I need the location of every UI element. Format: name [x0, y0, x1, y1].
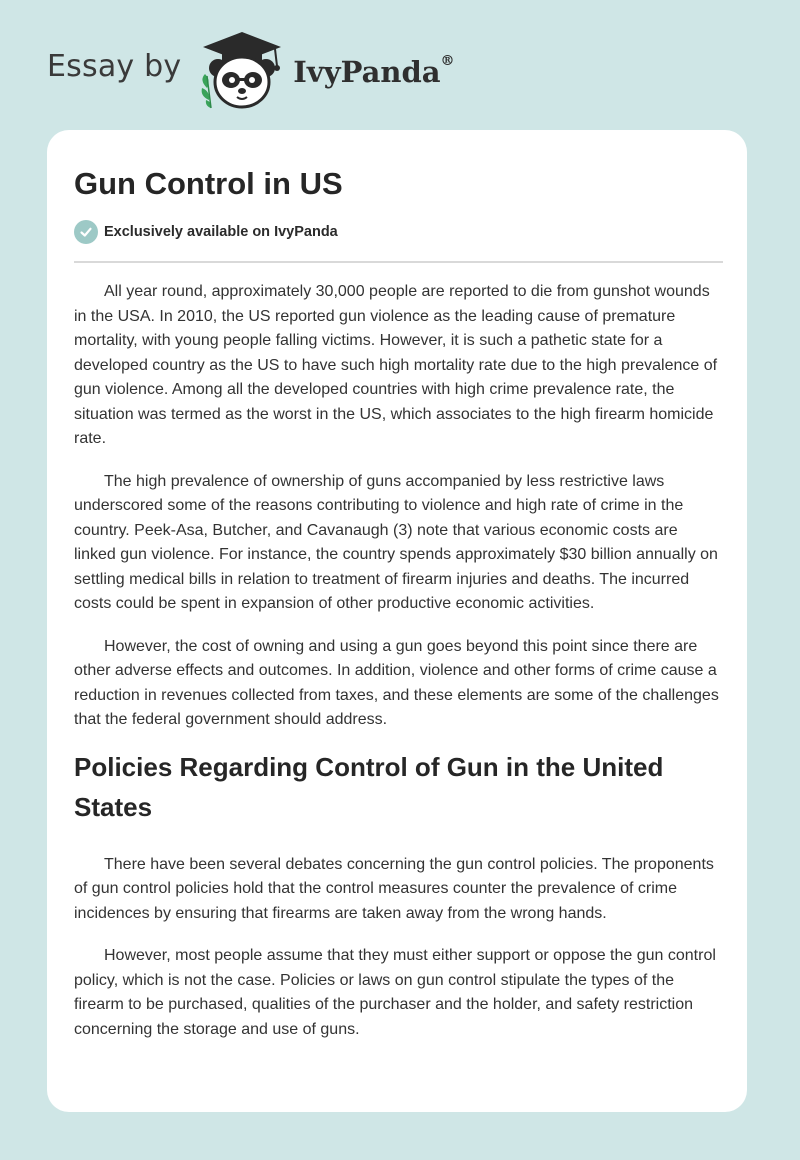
exclusive-label: Exclusively available on IvyPanda	[104, 224, 338, 240]
paragraph: The high prevalence of ownership of guns accompanied by less restrictive laws underscored some of the reasons contributing to violence and high rate of crime in the country. Peek-Asa, Butcher, and Cavanaugh (3) note that various economic costs are linked gun violence. For instance, the country spends approximately $30 billion annually on settling medical bills in relation to treatment of firearm injuries and deaths. The incurred costs could be spent in expansion of other productive economic activities.	[74, 472, 718, 612]
essay-by-label: Essay by	[47, 48, 182, 84]
exclusive-badge	[74, 218, 723, 246]
brand-logo-text[interactable]: IvyPanda®	[293, 53, 455, 89]
check-circle-icon	[74, 220, 98, 244]
panda-graduation-cap-icon[interactable]	[197, 30, 287, 110]
article-title: Gun Control in US	[74, 166, 343, 201]
paragraph: There have been several debates concerning the gun control policies. The proponents of gun control policies hold that the control measures counter the prevalence of crime incidences by ensuring that firearms are taken away from the wrong hands.	[74, 855, 714, 922]
divider	[74, 261, 723, 263]
paragraph: However, most people assume that they must either support or oppose the gun control policy, which is not the case. Policies or laws on gun control stipulate the types of the firearm to be purchased, qualities of the purchaser and the holder, and safety restriction concerning the storage and use of guns.	[74, 947, 716, 1038]
paragraph: However, the cost of owning and using a gun goes beyond this point since there are other adverse effects and outcomes. In addition, violence and other forms of crime cause a reduction in revenues collected from taxes, and these elements are some of the challenges that the federal government should address.	[74, 637, 719, 728]
paragraph: All year round, approximately 30,000 people are reported to die from gunshot wounds in the USA. In 2010, the US reported gun violence as the leading cause of premature mortality, with young people falling victims. However, it is such a pathetic state for a developed country as the US to have such high mortality rate due to the high prevalence of gun violence. Among all the developed countries with high crime prevalence rate, the situation was termed as the worst in the US, which associates to the high firearm homicide rate.	[74, 283, 718, 447]
article-card	[47, 130, 747, 1112]
site-header	[47, 30, 455, 110]
section-heading: Policies Regarding Control of Gun in the United States	[74, 751, 664, 822]
